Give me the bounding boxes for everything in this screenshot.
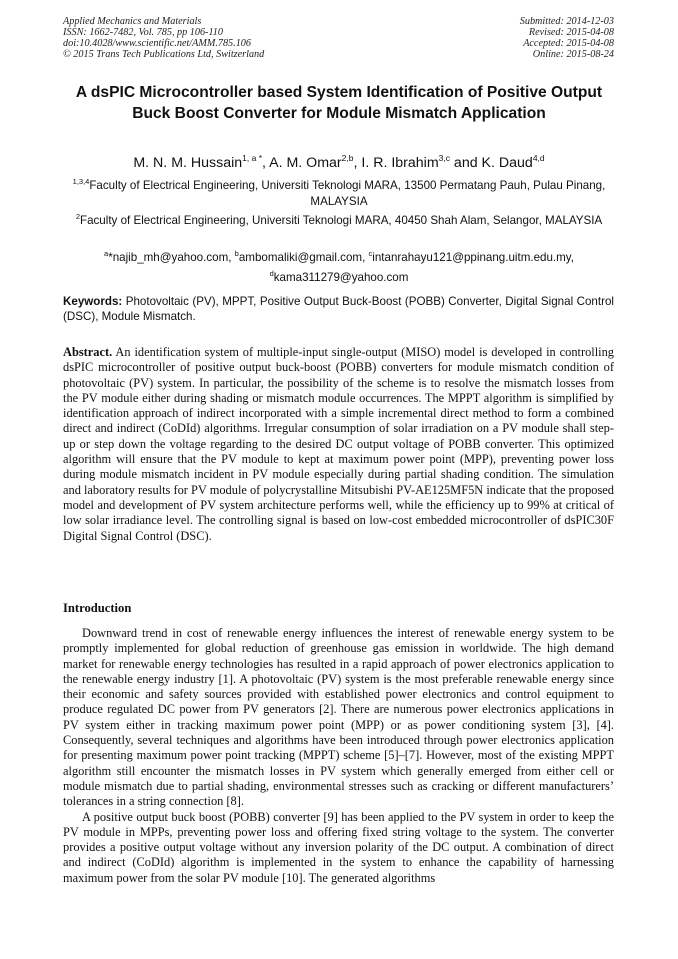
author-list (40, 148, 638, 173)
author-superscript: 3,c (438, 153, 450, 163)
keywords-label: Keywords: (63, 295, 123, 308)
author-name: I. R. Ibrahim (361, 155, 439, 171)
author-superscript: 4,d (532, 153, 545, 163)
paragraph: Downward trend in cost of renewable energy influences the interest of renewable energy system to be promptly implemented for global reduction of greenhouse gas emission in worldwide. The high demand market for renewable energy technologies has resulted in a rapid approach of power electronics application to the renewable energy industry [1]. A photovoltaic (PV) system is the most preferable renewable energy since their economic and safety sources provided with established power electronics and control equipment to produce regulated DC power from PV generators [2]. There are numerous power electronics applications in PV system either in tracking maximum power point (MPP) or as power conditioning system [3], [4]. Consequently, several techniques and algorithms have been introduced through power electronics application for presenting maximum power point tracking (MPPT) scheme [5]–[7]. However, most of the existing MPPT algorithm still encounter the mismatch losses in PV system which generally emerged from either cell or module mismatch due to partial shading, environmental stresses such as cracking or different manufacturers’ tolerances in a string connection [8]. (63, 626, 614, 809)
author-emails (60, 246, 618, 286)
title-line-2: Buck Boost Converter for Module Mismatch Application (132, 105, 546, 122)
title-line-1: A dsPIC Microcontroller based System Identification of Positive Output (75, 84, 603, 101)
author-name: A. M. Omar (269, 155, 342, 171)
accepted-date: Accepted: 2015-04-08 (523, 38, 614, 49)
affiliation-text: Faculty of Electrical Engineering, Universiti Teknologi MARA, 13500 Permatang Pauh, Pulau Pinang, MALAYSIA (89, 179, 606, 208)
journal-info (63, 16, 264, 60)
email-link[interactable]: ambomaliki@gmail.com, (238, 251, 369, 264)
email-superscript: a (104, 249, 109, 258)
revised-date: Revised: 2015-04-08 (528, 27, 614, 38)
section-heading-introduction: Introduction (63, 601, 132, 615)
online-date: Online: 2015-08-24 (532, 49, 614, 60)
author-name: M. N. M. Hussain (133, 155, 243, 171)
email-superscript: b (234, 249, 239, 258)
abstract-block (63, 345, 614, 544)
submitted-date: Submitted: 2014-12-03 (519, 16, 614, 27)
email-link[interactable]: intanrahayu121@ppinang.uitm.edu.my, (372, 251, 574, 264)
author-separator: , (353, 155, 362, 171)
author-superscript: 1, a * (242, 153, 263, 163)
affiliation-1 (60, 174, 618, 210)
journal-doi: doi:10.4028/www.scientific.net/AMM.785.106 (63, 38, 251, 49)
paragraph: A positive output buck boost (POBB) converter [9] has been applied to the PV system in order to keep the PV module in MPPs, preventing power loss and offering fixed string voltage to the system. The converter provides a positive output voltage without any inversion polarity of the DC output. A combination of direct and indirect (CoDId) algorithm is implemented in the system to enhance the capability of harnessing maximum power from the solar PV module [10]. The generated algorithms (63, 809, 614, 885)
affiliation-2 (60, 209, 618, 229)
email-superscript: c (368, 249, 373, 258)
paper-title (40, 82, 638, 124)
email-superscript: d (269, 269, 274, 278)
journal-issn: ISSN: 1662-7482, Vol. 785, pp 106-110 (63, 27, 223, 38)
keywords-block (63, 294, 614, 324)
author-superscript: 2,b (341, 153, 354, 163)
journal-copyright: © 2015 Trans Tech Publications Ltd, Switzerland (63, 49, 265, 60)
affiliation-superscript: 1,3,4 (72, 177, 90, 186)
email-link[interactable]: *najib_mh@yahoo.com, (108, 251, 235, 264)
affiliation-superscript: 2 (75, 212, 80, 221)
submission-dates (520, 16, 614, 60)
author-separator: , (262, 155, 270, 171)
journal-name: Applied Mechanics and Materials (63, 16, 202, 27)
introduction-body (63, 626, 614, 886)
author-name: K. Daud (481, 155, 533, 171)
abstract-text: An identification system of multiple-input single-output (MISO) model is developed in controlling dsPIC microcontroller of positive output buck-boost (POBB) converters for module mismatch condition of photovoltaic (PV) system. In particular, the possibility of the scheme is to resolve the mismatch losses from the PV module either during shading or mismatch module occurrences. The MPPT algorithm is simplified by identification approach of indirect incorporated with a simple incremental direct method to form a combined direct and indirect (CoDId) algorithms. Irregular consumption of solar irradiation on a PV module shall step-up or step down the voltage regarding to the desired DC output voltage of POBB converter. This optimized algorithm will ensure that the PV module to kept at maximum power point (MPP), preventing power loss during module mismatch incident in PV module especially during partial shading condition. The simulation and laboratory results for PV module of polycrystalline Mitsubishi PV-AE125MF5N indicate that the proposed model and development of PV system architecture performs well, while the efficiency up to 99% at critical of low solar irradiance level. The controlling signal is based on low-cost embedded microcontroller of dsPIC30F Digital Signal Control (DSC). (63, 345, 614, 543)
affiliation-text: Faculty of Electrical Engineering, Universiti Teknologi MARA, 40450 Shah Alam, Selangor, MALAYSIA (79, 214, 603, 227)
email-link[interactable]: kama311279@yahoo.com (273, 271, 409, 284)
abstract-label: Abstract. (63, 345, 113, 359)
keywords-text: Photovoltaic (PV), MPPT, Positive Output Buck-Boost (POBB) Converter, Digital Signal Control (DSC), Module Mismatch. (63, 295, 614, 323)
author-separator: and (449, 155, 482, 171)
